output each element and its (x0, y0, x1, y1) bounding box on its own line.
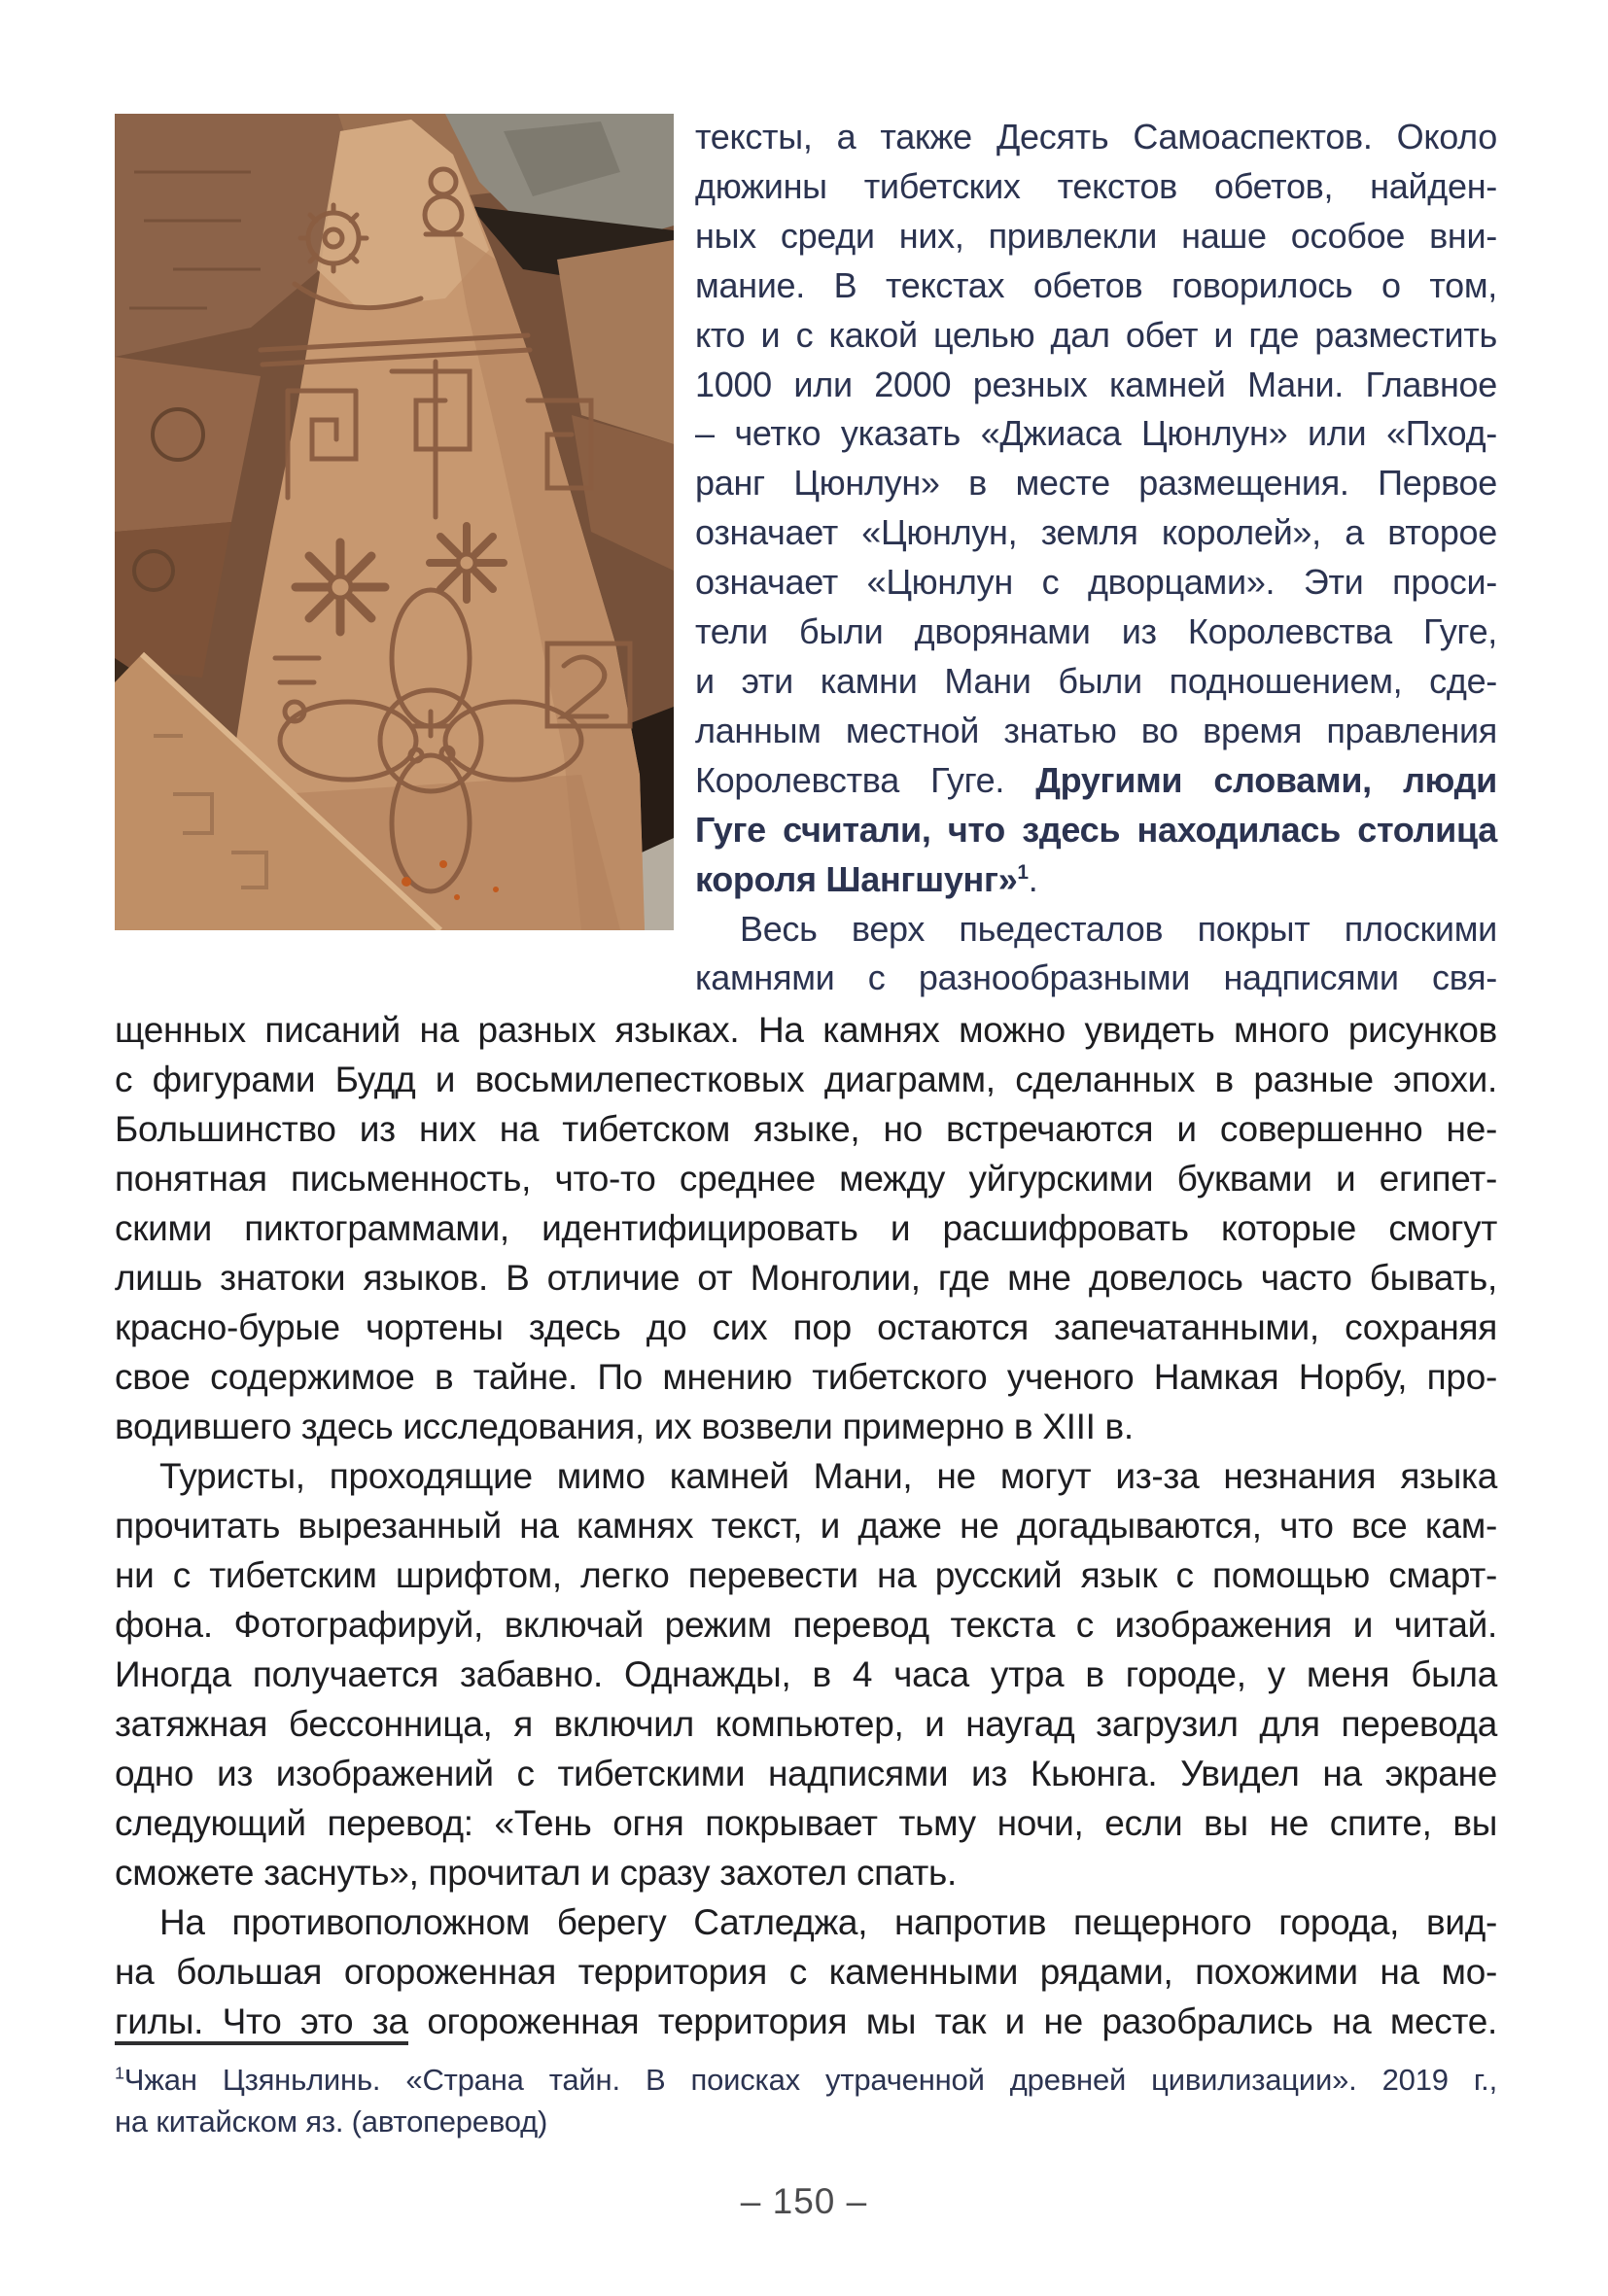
page-number: – 150 – (740, 2181, 868, 2221)
bold-text-line (695, 855, 1497, 905)
text-line: 1000 или 2000 резных камней Мани. Главное (695, 364, 1497, 404)
text-segment: Королевства Гуге. (695, 759, 1036, 800)
footnote (115, 2059, 1497, 2142)
text-line (695, 756, 1497, 806)
footnote-separator (115, 2041, 408, 2045)
text-segment: . (1028, 858, 1038, 899)
text-line: на большая огороженная территория с каменными рядами, похожими на мо- (115, 1952, 1497, 1992)
bold-text-segment: короля Шангшунг» (695, 858, 1018, 899)
text-line: Иногда получается забавно. Однажды, в 4 часа утра в городе, у меня была (115, 1654, 1497, 1694)
text-line: с фигурами Будд и восьмилепестковых диаграмм, сделанных в разные эпохи. (115, 1060, 1497, 1099)
text-line: понятная письменность, что-то среднее между уйгурскими буквами и египет- (115, 1159, 1497, 1199)
bold-text-segment: Другими словами, люди (1035, 759, 1497, 800)
footnote-text: Чжан Цзяньлинь. «Страна тайн. В поисках утраченной древней цивилизации». 2019 г., (123, 2063, 1497, 2097)
text-line: мание. В текстах обетов говорилось о том, (695, 264, 1497, 305)
text-line: гилы. Что это за огороженная территория мы так и не разобрались на месте. (115, 2001, 1497, 2041)
footnote-marker: 1 (115, 2063, 124, 2083)
text-line: ных среди них, привлекли наше особое вни- (695, 215, 1497, 256)
footnote-reference: 1 (1017, 860, 1029, 884)
text-line: одно из изображений с тибетскими надписями из Кьюнга. Увидел на экране (115, 1754, 1497, 1793)
text-line: щенных писаний на разных языках. На камнях можно увидеть много рисунков (115, 1010, 1497, 1050)
text-line: – четко указать «Джиаса Цюнлун» или «Пход- (695, 413, 1497, 454)
text-line: означает «Цюнлун, земля королей», а второе (695, 512, 1497, 553)
text-line: ни с тибетским шрифтом, легко перевести на русский язык с помощью смарт- (115, 1555, 1497, 1595)
text-line: затяжная бессонница, я включил компьютер, и наугад загрузил для перевода (115, 1704, 1497, 1744)
text-line: фона. Фотографируй, включай режим перевод текста с изображения и читай. (115, 1605, 1497, 1645)
text-line: и эти камни Мани были подношением, сде- (695, 660, 1497, 701)
mani-stone-illustration (115, 114, 674, 930)
text-line: лишь знатоки языков. В отличие от Монголии, где мне довелось часто бывать, (115, 1258, 1497, 1298)
text-line: сможете заснуть», прочитал и сразу захотел спать. (115, 1853, 957, 1893)
text-line: прочитать вырезанный на камнях текст, и даже не догадываются, что все кам- (115, 1506, 1497, 1546)
text-line: ланным местной знатью во время правления (695, 710, 1497, 750)
text-line: На противоположном берегу Сатледжа, напротив пещерного города, вид- (159, 1902, 1497, 1942)
text-line: кто и с какой целью дал обет и где разместить (695, 314, 1497, 355)
text-line: Большинство из них на тибетском языке, но встречаются и совершенно не- (115, 1109, 1497, 1149)
text-line: следующий перевод: «Тень огня покрывает тьму ночи, если вы не спите, вы (115, 1803, 1497, 1843)
text-line: камнями с разнообразными надписями свя- (695, 957, 1497, 998)
footnote-line: на китайском яз. (автоперевод) (115, 2105, 548, 2139)
text-line: Туристы, проходящие мимо камней Мани, не могут из-за незнания языка (159, 1456, 1497, 1496)
text-line: тексты, а также Десять Самоаспектов. Около (695, 117, 1497, 157)
intro-column (695, 113, 1497, 1003)
text-line: водившего здесь исследования, их возвели примерно в XIII в. (115, 1407, 1134, 1446)
text-line: скими пиктограммами, идентифицировать и расшифровать которые смогут (115, 1208, 1497, 1248)
text-line: свое содержимое в тайне. По мнению тибетского ученого Намкая Норбу, про- (115, 1357, 1497, 1397)
main-text (115, 1005, 1497, 2046)
bold-text-line: Гуге считали, что здесь находилась столица (695, 809, 1497, 850)
text-line: красно-бурые чортены здесь до сих пор остаются запечатанными, сохраняя (115, 1307, 1497, 1347)
footnote-line (115, 2059, 1497, 2101)
text-line: означает «Цюнлун с дворцами». Эти проси- (695, 562, 1497, 603)
text-line: Весь верх пьедесталов покрыт плоскими (740, 908, 1497, 949)
mani-stone-photo (115, 114, 674, 930)
text-line: тели были дворянами из Королевства Гуге, (695, 611, 1497, 652)
text-line: дюжины тибетских текстов обетов, найден- (695, 165, 1497, 206)
text-line: ранг Цюнлун» в месте размещения. Первое (695, 463, 1497, 504)
